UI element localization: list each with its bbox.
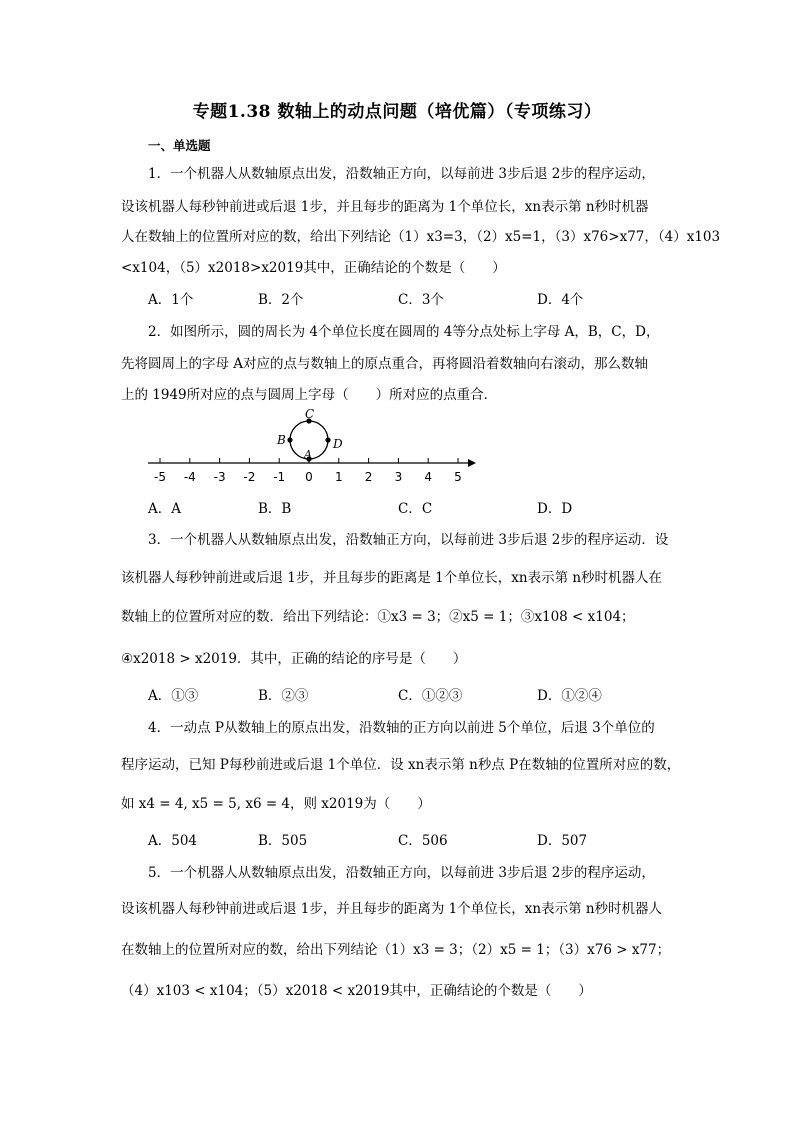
- point-d: [325, 437, 330, 442]
- q4-option-b: B．505: [258, 833, 308, 849]
- tick-label: -4: [183, 470, 196, 484]
- q2-option-d: D．D: [537, 501, 573, 517]
- tick-label: 3: [394, 470, 403, 484]
- label-b: B: [277, 433, 286, 447]
- q3-line-1: 3．一个机器人从数轴原点出发，沿数轴正方向，以每前进 3步后退 2步的程序运动．设: [148, 532, 669, 548]
- q1-line-3: 人在数轴上的位置所对应的数，给出下列结论（1）x3=3，（2）x5=1，（3）x76>x77，（4）x103: [121, 229, 721, 245]
- q1-line-2: 设该机器人每秒钟前进或后退 1步，并且每步的距离为 1个单位长，xn表示第 n秒时机器: [121, 199, 649, 215]
- number-line-ticks: [154, 458, 462, 484]
- q1-option-d: D．4个: [537, 292, 584, 308]
- tick-label: -3: [213, 470, 226, 484]
- q5-line-1: 5．一个机器人从数轴原点出发，沿数轴正方向，以每前进 3步后退 2步的程序运动，: [148, 865, 655, 881]
- section-heading: 一、单选题: [148, 138, 211, 153]
- q3-option-c: C．①②③: [398, 688, 463, 704]
- q2-line-1: 2．如图所示，圆的周长为 4个单位长度在圆周的 4等分点处标上字母 A，B，C，D，: [148, 324, 660, 340]
- q1-line-4: <x104，（5）x2018>x2019其中，正确结论的个数是（ ）: [121, 260, 506, 276]
- q3-line-4: ④x2018 > x2019．其中，正确的结论的序号是（ ）: [121, 651, 467, 667]
- q3-option-a: A．①③: [148, 688, 199, 704]
- q3-option-b: B．②③: [258, 688, 309, 704]
- tick-label: 4: [424, 470, 433, 484]
- q4-option-c: C．506: [398, 833, 448, 849]
- number-line-arrow: [468, 459, 476, 467]
- tick-label: 0: [305, 470, 313, 484]
- q3-line-3: 数轴上的位置所对应的数．给出下列结论：①x3 = 3；②x5 = 1；③x108 < x104；: [121, 609, 635, 625]
- q1-option-b: B．2个: [258, 292, 304, 308]
- tick-label: 2: [364, 470, 373, 484]
- tick-label: -5: [154, 470, 166, 484]
- q5-line-2: 设该机器人每秒钟前进或后退 1步，并且每步的距离为 1个单位长，xn表示第 n秒时机器人: [121, 901, 663, 917]
- q2-option-a: A．A: [148, 501, 181, 517]
- q4-option-d: D．507: [537, 833, 588, 849]
- q3-option-d: D．①②④: [537, 688, 602, 704]
- q4-option-a: A．504: [148, 833, 198, 849]
- q2-line-2: 先将圆周上的字母 A对应的点与数轴上的原点重合，再将圆沿着数轴向右滚动，那么数轴: [121, 356, 649, 372]
- label-c: C: [305, 407, 315, 421]
- q5-line-3: 在数轴上的位置所对应的数，给出下列结论（1）x3 = 3；（2）x5 = 1；（3）x76 > x77；: [121, 942, 671, 958]
- q4-line-3: 如 x4 = 4, x5 = 5, x6 = 4，则 x2019为（ ）: [121, 796, 431, 812]
- q2-option-b: B．B: [258, 501, 292, 517]
- label-d: D: [333, 437, 343, 451]
- q1-line-1: 1．一个机器人从数轴原点出发，沿数轴正方向，以每前进 3步后退 2步的程序运动，: [148, 166, 655, 182]
- tick-label: -1: [273, 470, 286, 484]
- tick-label: 1: [334, 470, 343, 484]
- q5-line-4: （4）x103 < x104；（5）x2018 < x2019其中，正确结论的个数是（ ）: [121, 983, 592, 999]
- q2-line-3: 上的 1949所对应的点与圆周上字母（ ）所对应的点重合．: [121, 387, 498, 403]
- q4-line-1: 4．一动点 P从数轴上的原点出发，沿数轴的正方向以前进 5个单位，后退 3个单位的: [148, 720, 655, 736]
- q2-option-c: C．C: [398, 501, 433, 517]
- q3-line-2: 该机器人每秒钟前进或后退 1步，并且每步的距离是 1个单位长，xn表示第 n秒时机器人在: [121, 570, 663, 586]
- q1-option-c: C．3个: [398, 292, 444, 308]
- q4-line-2: 程序运动，已知 P每秒前进或后退 1个单位．设 xn表示第 n秒点 P在数轴的位置所对应的数，: [121, 757, 681, 773]
- q1-option-a: A．1个: [148, 292, 194, 308]
- number-line-figure: [140, 402, 485, 490]
- page-title: 专题1.38 数轴上的动点问题（培优篇）（专项练习）: [192, 102, 602, 122]
- label-a: A: [304, 448, 312, 461]
- tick-label: -2: [243, 470, 256, 484]
- tick-label: 5: [454, 470, 462, 484]
- point-b: [287, 437, 292, 442]
